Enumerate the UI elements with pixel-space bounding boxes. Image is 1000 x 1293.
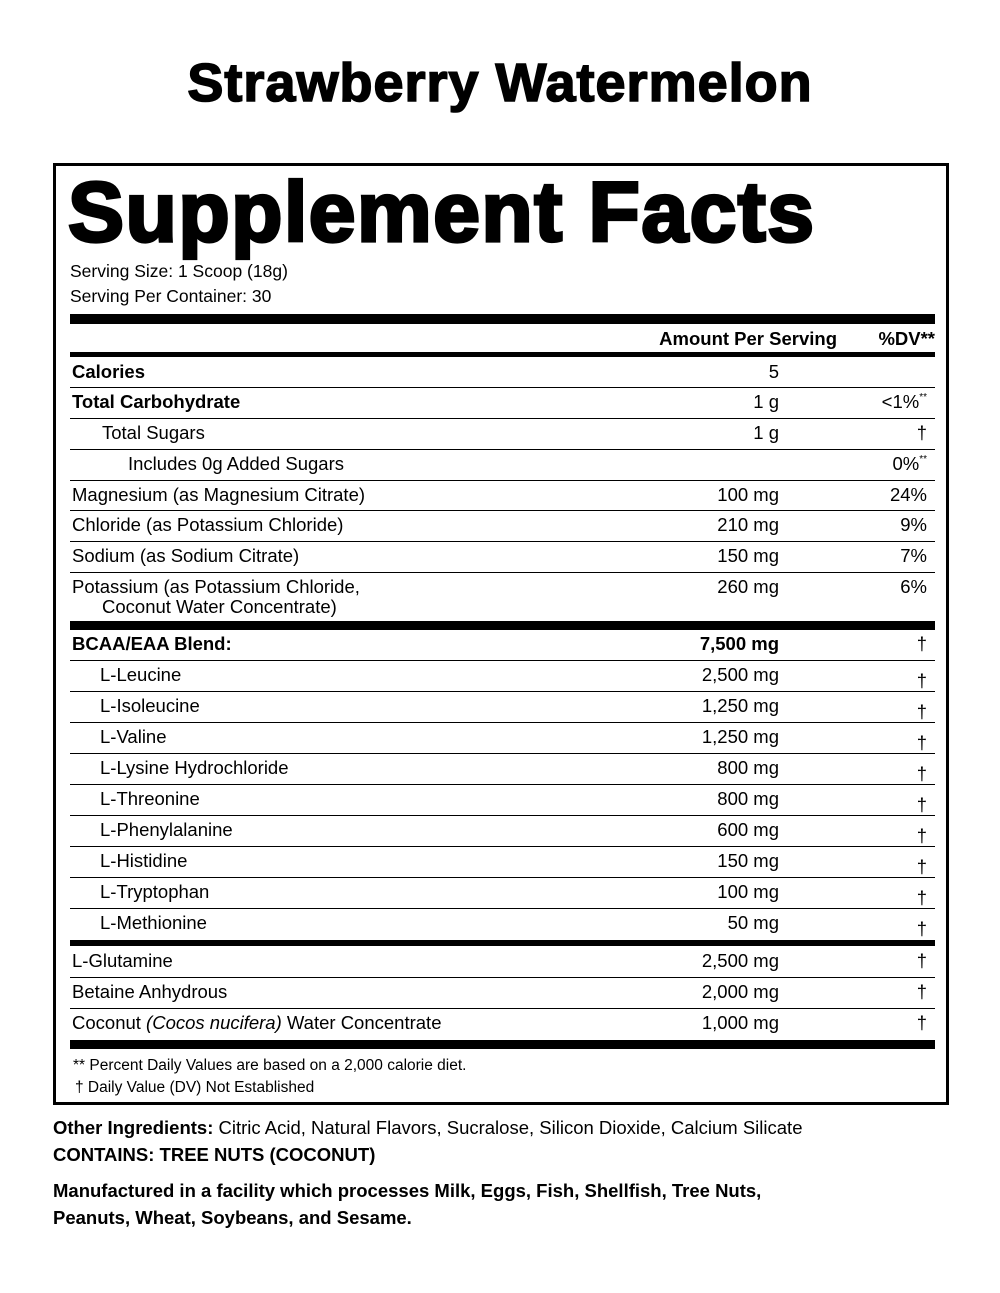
facility-statement-line1: Manufactured in a facility which processes Milk, Eggs, Fish, Shellfish, Tree Nuts, xyxy=(53,1180,762,1201)
ingredient-dv: † xyxy=(916,918,927,939)
dagger-footnote: † Daily Value (DV) Not Established xyxy=(75,1079,315,1096)
nutrient-dv: 9% xyxy=(900,514,927,535)
ingredient-dv: † xyxy=(916,732,927,753)
blend-item-row xyxy=(70,878,935,909)
ingredient-amount: 100 mg xyxy=(717,881,779,902)
ingredient-dv: † xyxy=(916,701,927,722)
allergen-contains: CONTAINS: TREE NUTS (COCONUT) xyxy=(53,1144,376,1165)
other-ingredients-text: Citric Acid, Natural Flavors, Sucralose, Silicon Dioxide, Calcium Silicate xyxy=(213,1117,803,1138)
ingredient-name: L-Threonine xyxy=(100,788,200,809)
amount-header: Amount Per Serving xyxy=(659,328,837,349)
nutrient-dv: 7% xyxy=(900,545,927,566)
ingredient-name: L-Glutamine xyxy=(72,950,173,971)
ingredient-row xyxy=(70,947,935,978)
dv-footnote: ** Percent Daily Values are based on a 2,000 calorie diet. xyxy=(73,1057,467,1074)
ingredient-row xyxy=(70,978,935,1009)
thick-divider xyxy=(70,621,935,630)
ingredient-amount: 2,500 mg xyxy=(701,664,779,685)
blend-dv: † xyxy=(916,633,927,654)
nutrient-amount: 1 g xyxy=(753,422,779,443)
nutrient-name: Sodium (as Sodium Citrate) xyxy=(72,545,300,566)
ingredient-amount: 800 mg xyxy=(717,788,779,809)
ingredient-name: L-Histidine xyxy=(100,850,188,871)
ingredient-name: L-Valine xyxy=(100,726,167,747)
blend-item-row xyxy=(70,692,935,723)
ingredient-dv: † xyxy=(916,950,927,971)
ingredient-amount: 1,250 mg xyxy=(701,726,779,747)
servings-per-container: Serving Per Container: 30 xyxy=(70,286,272,306)
ingredient-amount: 50 mg xyxy=(727,912,779,933)
blend-item-row xyxy=(70,816,935,847)
nutrient-amount: 260 mg xyxy=(717,576,779,597)
blend-item-row xyxy=(70,785,935,816)
blend-item-row xyxy=(70,723,935,754)
nutrient-amount: 5 xyxy=(768,361,779,382)
ingredient-dv: † xyxy=(916,763,927,784)
nutrient-dv: 6% xyxy=(900,576,927,597)
nutrient-name: Includes 0g Added Sugars xyxy=(128,453,344,474)
nutrient-name: Calories xyxy=(72,361,146,382)
ingredient-amount: 1,000 mg xyxy=(701,1012,779,1033)
ingredient-amount: 600 mg xyxy=(717,819,779,840)
ingredient-name: L-Leucine xyxy=(100,664,182,685)
nutrient-row xyxy=(70,450,935,481)
nutrient-name: Total Carbohydrate xyxy=(72,391,241,412)
nutrient-name-line2: Coconut Water Concentrate) xyxy=(102,596,337,617)
column-header xyxy=(70,324,935,354)
dv-header: %DV** xyxy=(878,328,935,349)
nutrient-dv: † xyxy=(916,422,927,443)
nutrient-row xyxy=(70,358,935,388)
ingredient-amount: 2,500 mg xyxy=(701,950,779,971)
nutrient-amount: 1 g xyxy=(753,391,779,412)
ingredient-name: L-Lysine Hydrochloride xyxy=(100,757,289,778)
blend-row xyxy=(70,630,935,661)
nutrient-dv: <1%** xyxy=(881,391,927,412)
ingredient-dv: † xyxy=(916,794,927,815)
ingredient-name: L-Tryptophan xyxy=(100,881,210,902)
medium-divider xyxy=(70,940,935,946)
ingredient-dv: † xyxy=(916,981,927,1002)
ingredient-name: L-Isoleucine xyxy=(100,695,200,716)
nutrient-row xyxy=(70,511,935,542)
ingredient-name: L-Methionine xyxy=(100,912,207,933)
serving-size: Serving Size: 1 Scoop (18g) xyxy=(70,261,288,281)
facility-statement-line2: Peanuts, Wheat, Soybeans, and Sesame. xyxy=(53,1207,412,1228)
ingredient-name: Coconut (Cocos nucifera) Water Concentrate xyxy=(72,1012,442,1033)
nutrient-row xyxy=(70,419,935,450)
nutrient-row xyxy=(70,388,935,419)
panel-title: Supplement Facts xyxy=(68,165,816,259)
ingredient-dv: † xyxy=(916,670,927,691)
blend-name: BCAA/EAA Blend: xyxy=(72,633,232,654)
nutrient-amount: 150 mg xyxy=(717,545,779,566)
other-ingredients xyxy=(53,1114,953,1141)
blend-item-row xyxy=(70,661,935,692)
nutrient-row xyxy=(70,573,935,621)
blend-amount: 7,500 mg xyxy=(699,633,779,654)
ingredient-amount: 150 mg xyxy=(717,850,779,871)
ingredient-amount: 2,000 mg xyxy=(701,981,779,1002)
flavor-title: Strawberry Watermelon xyxy=(187,53,813,113)
ingredient-dv: † xyxy=(916,1012,927,1033)
ingredient-row xyxy=(70,1009,935,1040)
nutrient-amount: 100 mg xyxy=(717,484,779,505)
blend-item-row xyxy=(70,909,935,940)
nutrient-amount: 210 mg xyxy=(717,514,779,535)
nutrient-row xyxy=(70,542,935,573)
ingredient-name: L-Phenylalanine xyxy=(100,819,233,840)
thick-divider xyxy=(70,314,935,324)
ingredient-amount: 1,250 mg xyxy=(701,695,779,716)
ingredient-dv: † xyxy=(916,825,927,846)
nutrient-name: Potassium (as Potassium Chloride, xyxy=(72,576,360,597)
medium-divider xyxy=(70,352,935,357)
thick-divider xyxy=(70,1040,935,1049)
nutrient-row xyxy=(70,481,935,511)
nutrient-dv: 24% xyxy=(889,484,927,505)
blend-item-row xyxy=(70,754,935,785)
ingredient-amount: 800 mg xyxy=(717,757,779,778)
nutrient-name: Chloride (as Potassium Chloride) xyxy=(72,514,344,535)
blend-item-row xyxy=(70,847,935,878)
supplement-facts-panel xyxy=(53,163,949,1105)
ingredient-name: Betaine Anhydrous xyxy=(72,981,228,1002)
ingredient-dv: † xyxy=(916,856,927,877)
nutrient-name: Total Sugars xyxy=(102,422,205,443)
ingredient-dv: † xyxy=(916,887,927,908)
nutrient-dv: 0%** xyxy=(892,453,927,474)
other-ingredients-label: Other Ingredients: xyxy=(53,1117,214,1138)
nutrient-name: Magnesium (as Magnesium Citrate) xyxy=(72,484,366,505)
